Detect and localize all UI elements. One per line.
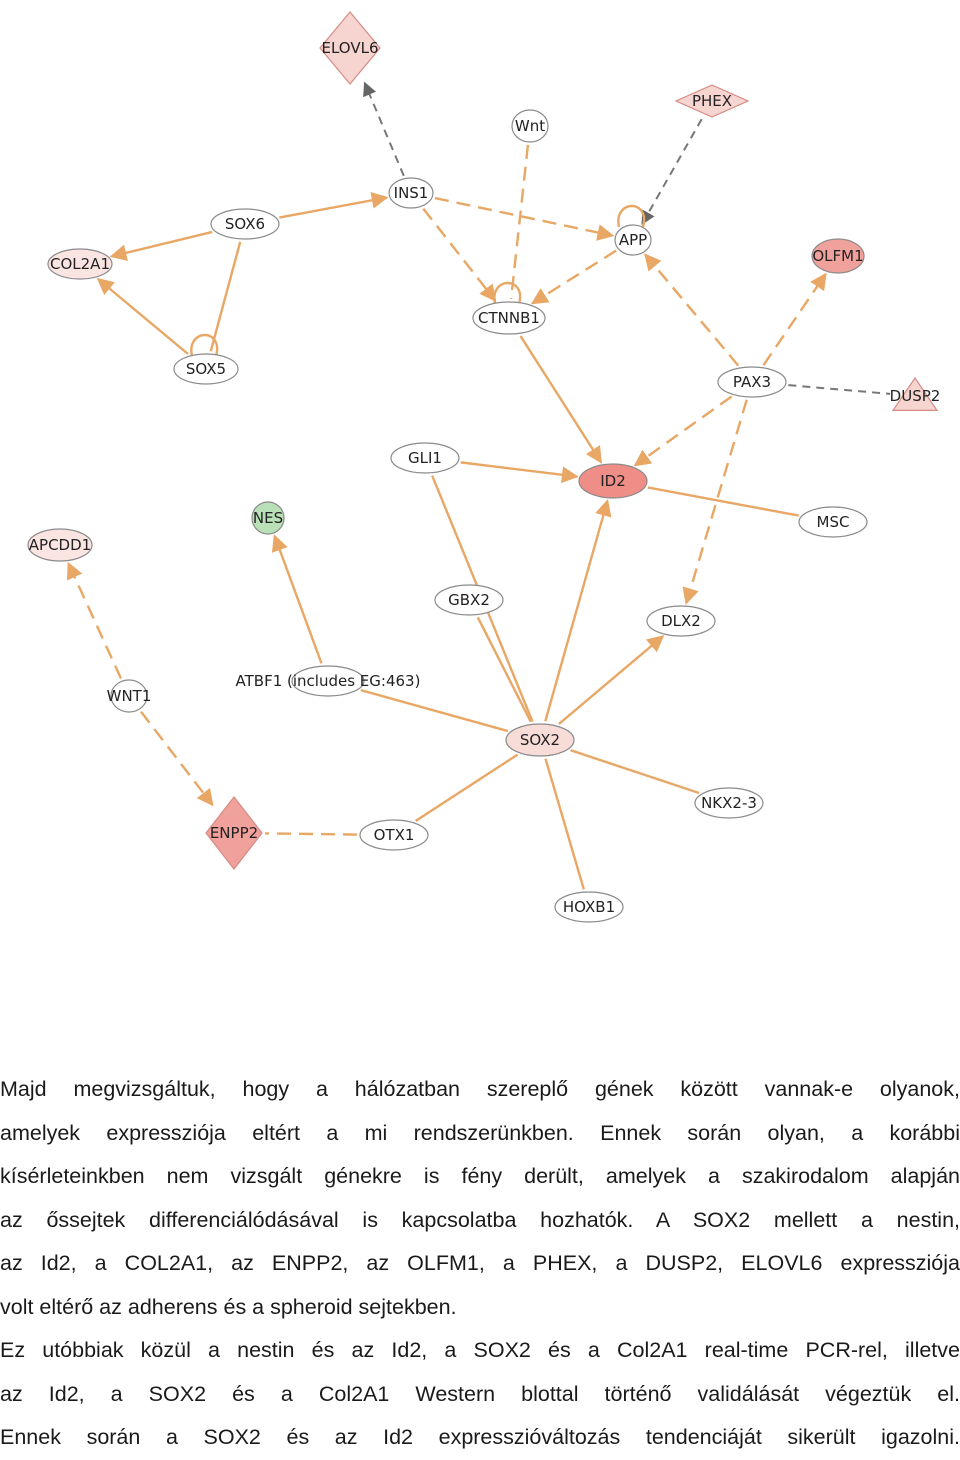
node-dlx2 bbox=[647, 606, 715, 636]
text-line: az őssejtek differenciálódásával is kapcsolatba hozhatók. A SOX2 mellett a nestin, bbox=[0, 1207, 960, 1232]
node-label: APP bbox=[618, 231, 648, 249]
node-label: ATBF1 (includes EG:463) bbox=[235, 672, 421, 690]
node-ins1 bbox=[389, 178, 433, 208]
node-label: ELOVL6 bbox=[321, 39, 379, 57]
node-label: DUSP2 bbox=[889, 387, 941, 405]
node-label: APCDD1 bbox=[28, 536, 92, 554]
node-label: OLFM1 bbox=[812, 247, 864, 265]
node-atbf1 bbox=[236, 666, 421, 696]
text-line: Ez utóbbiak közül a nestin és az Id2, a SOX2 és a Col2A1 real-time PCR-rel, illetve bbox=[0, 1338, 960, 1362]
node-label: ENPP2 bbox=[209, 824, 259, 842]
node-pax3 bbox=[718, 367, 786, 397]
edge-otx1-to-enpp2 bbox=[265, 833, 357, 834]
edge-gbx2-to-sox2 bbox=[478, 617, 531, 721]
node-sox2 bbox=[506, 724, 574, 756]
edge-sox6-to-col2a1 bbox=[111, 232, 212, 256]
edge-pax3-to-app bbox=[645, 255, 738, 366]
network-edges bbox=[68, 83, 890, 889]
node-otx1 bbox=[360, 820, 428, 850]
node-sox5 bbox=[174, 354, 238, 384]
node-phex bbox=[676, 85, 748, 117]
edge-ins1-to-ctnnb1 bbox=[423, 209, 495, 301]
node-wnt1 bbox=[107, 680, 152, 712]
edge-id2-to-msc bbox=[648, 487, 799, 515]
edge-sox5-to-col2a1 bbox=[98, 279, 188, 354]
node-label: NES bbox=[252, 509, 284, 527]
node-ctnnb1 bbox=[473, 302, 545, 334]
node-app bbox=[615, 225, 651, 255]
text-line: az Id2, a COL2A1, az ENPP2, az OLFM1, a PHEX, a DUSP2, ELOVL6 expressziója bbox=[0, 1251, 960, 1275]
node-label: INS1 bbox=[393, 184, 429, 202]
paragraph-1 bbox=[0, 1068, 960, 1329]
node-label: PAX3 bbox=[732, 373, 772, 391]
node-nes bbox=[252, 502, 284, 534]
edge-sox2-to-id2 bbox=[545, 501, 607, 722]
edge-gli1-to-id2 bbox=[461, 462, 577, 476]
node-label: SOX2 bbox=[519, 731, 561, 749]
edge-sox6-to-ins1 bbox=[279, 198, 387, 218]
node-label: WNT1 bbox=[106, 687, 152, 705]
edge-ins1-to-app bbox=[435, 198, 613, 236]
node-label: DLX2 bbox=[661, 612, 701, 630]
edge-app-to-ctnnb1 bbox=[532, 251, 616, 304]
node-label: ID2 bbox=[600, 472, 626, 490]
node-label: PHEX bbox=[691, 92, 733, 110]
network-nodes bbox=[28, 12, 940, 922]
text-line: amelyek expressziója eltért a mi rendszerünkben. Ennek során olyan, a korábbi bbox=[0, 1120, 960, 1145]
node-col2a1 bbox=[48, 249, 112, 279]
edge-pax3-to-id2 bbox=[635, 396, 732, 465]
self-loop-ctnnb1 bbox=[494, 283, 520, 304]
node-enpp2 bbox=[206, 797, 262, 869]
edge-sox2-to-otx1 bbox=[416, 755, 518, 821]
edge-atbf1-to-sox2 bbox=[361, 690, 508, 731]
node-label: SOX5 bbox=[185, 360, 227, 378]
node-elovl6 bbox=[320, 12, 380, 84]
node-label: OTX1 bbox=[373, 826, 415, 844]
paragraph-2 bbox=[0, 1329, 960, 1460]
node-label: GLI1 bbox=[408, 449, 442, 467]
text-line: Majd megvizsgáltuk, hogy a hálózatban szereplő gének között vannak-e olyanok, bbox=[0, 1077, 960, 1101]
edge-atbf1-to-nes bbox=[275, 536, 322, 664]
edge-pax3-to-olfm1 bbox=[763, 274, 825, 365]
node-label: SOX6 bbox=[224, 215, 266, 233]
edge-wnt-to-ctnnb1 bbox=[511, 145, 528, 299]
node-olfm1 bbox=[812, 239, 864, 273]
edge-sox2-to-hoxb1 bbox=[545, 759, 583, 890]
node-label: MSC bbox=[816, 513, 850, 531]
text-line: az Id2, a SOX2 és a Col2A1 Western blottal történő validálását végeztük el. bbox=[0, 1381, 960, 1406]
body-text bbox=[0, 1068, 960, 1460]
node-apcdd1 bbox=[28, 529, 92, 561]
edge-ins1-to-elovl6 bbox=[365, 83, 404, 176]
node-label: HOXB1 bbox=[562, 898, 616, 916]
edge-pax3-to-dusp2 bbox=[788, 385, 890, 394]
text-line: kísérleteinkben nem vizsgált génekre is fény derült, amelyek a szakirodalom alapján bbox=[0, 1164, 960, 1188]
node-sox6 bbox=[211, 209, 279, 239]
node-msc bbox=[799, 507, 867, 537]
node-hoxb1 bbox=[555, 892, 623, 922]
node-label: CTNNB1 bbox=[478, 309, 540, 327]
edge-wnt1-to-apcdd1 bbox=[68, 563, 121, 678]
node-gli1 bbox=[391, 443, 459, 473]
edge-phex-to-app bbox=[642, 119, 702, 224]
self-loop-app bbox=[618, 206, 644, 227]
node-gbx2 bbox=[435, 585, 503, 615]
node-dusp2 bbox=[890, 378, 941, 410]
edge-ctnnb1-to-id2 bbox=[520, 336, 601, 462]
edge-sox2-to-dlx2 bbox=[559, 636, 663, 724]
node-wnt bbox=[512, 110, 548, 142]
node-nkx2-3 bbox=[695, 788, 763, 818]
edge-wnt1-to-enpp2 bbox=[141, 712, 213, 805]
node-label: Wnt bbox=[514, 117, 546, 135]
edge-sox2-to-nkx2-3 bbox=[571, 750, 699, 793]
text-line: Ennek során a SOX2 és az Id2 expresszióváltozás tendenciáját sikerült igazolni. bbox=[0, 1425, 960, 1449]
edge-sox6-to-sox5 bbox=[211, 242, 240, 351]
node-label: COL2A1 bbox=[50, 255, 110, 273]
node-label: GBX2 bbox=[448, 591, 490, 609]
node-id2 bbox=[579, 464, 647, 498]
text-line: volt eltérő az adherens és a spheroid sejtekben. bbox=[0, 1294, 457, 1319]
node-label: NKX2-3 bbox=[701, 794, 757, 812]
